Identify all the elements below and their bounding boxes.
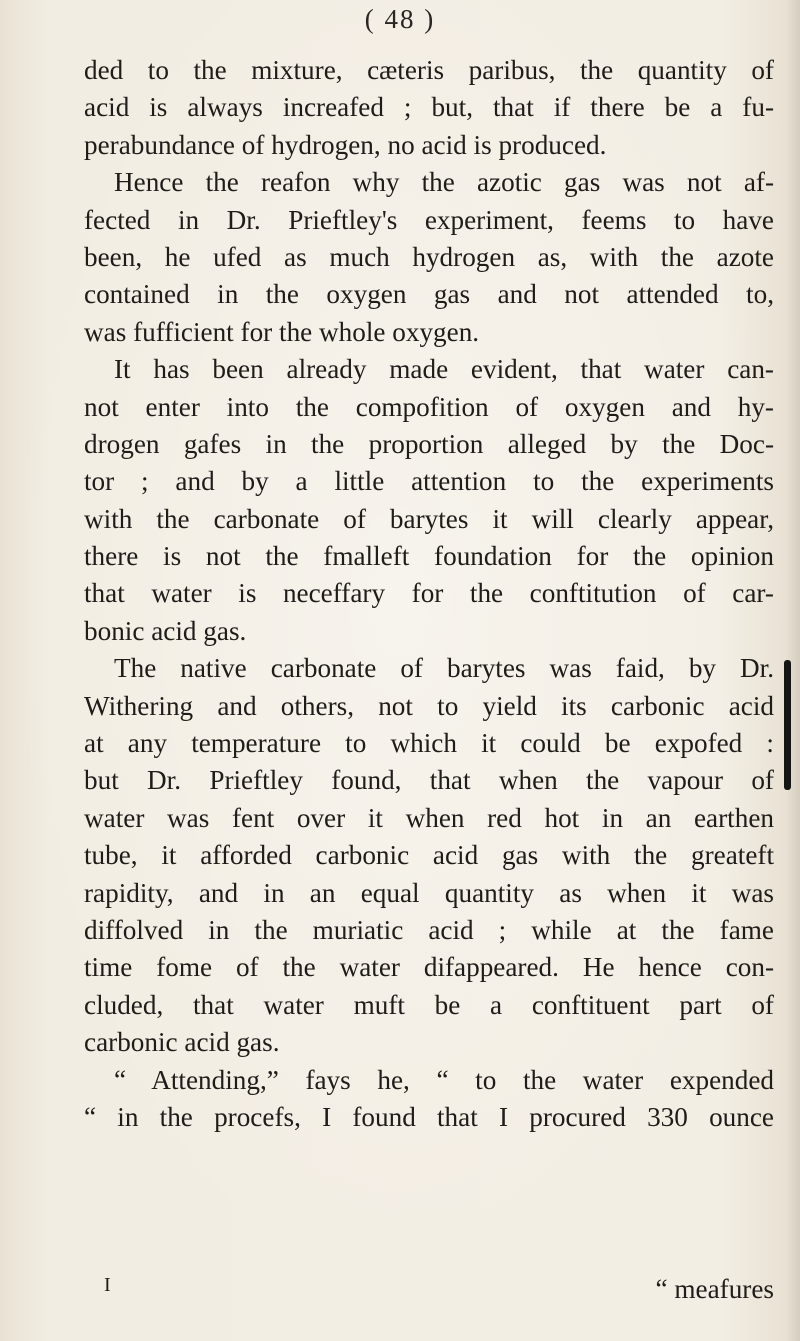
- body-text: [84, 52, 774, 1136]
- text-line: at any temperature to which it could be expofed :: [84, 728, 774, 759]
- text-line: Withering and others, not to yield its carbonic acid: [84, 690, 774, 721]
- text-line: time fome of the water difappeared. He hence con-: [84, 952, 774, 983]
- text-line: It has been already made evident, that water can-: [114, 354, 774, 385]
- text-line: bonic acid gas.: [84, 615, 247, 646]
- text-line: “ in the procefs, I found that I procured 330 ounce: [84, 1101, 774, 1132]
- text-line: been, he ufed as much hydrogen as, with the azote: [84, 241, 774, 272]
- text-line: contained in the oxygen gas and not attended to,: [84, 279, 774, 310]
- text-line: that water is neceffary for the conftitution of car-: [84, 578, 774, 609]
- text-line: carbonic acid gas.: [84, 1027, 280, 1058]
- text-line: water was fent over it when red hot in an earthen: [84, 802, 774, 833]
- text-line: with the carbonate of barytes it will clearly appear,: [84, 503, 774, 534]
- catchword: “ meafures: [655, 1274, 774, 1304]
- text-line: The native carbonate of barytes was faid, by Dr.: [114, 653, 774, 684]
- text-line: diffolved in the muriatic acid ; while at the fame: [84, 914, 774, 945]
- page-footer: [84, 1274, 774, 1314]
- text-line: not enter into the compofition of oxygen and hy-: [84, 391, 774, 422]
- text-line: tor ; and by a little attention to the experiments: [84, 466, 774, 497]
- ink-blot: [784, 660, 791, 790]
- text-line: Hence the reafon why the azotic gas was not af-: [114, 167, 774, 198]
- text-line: cluded, that water muft be a conftituent part of: [84, 989, 774, 1020]
- text-line: tube, it afforded carbonic acid gas with the greateft: [84, 840, 774, 871]
- text-line: fected in Dr. Prieftley's experiment, feems to have: [84, 204, 774, 235]
- text-line: drogen gafes in the proportion alleged by the Doc-: [84, 428, 774, 459]
- page-number-header: ( 48 ): [364, 4, 436, 34]
- text-line: rapidity, and in an equal quantity as when it was: [84, 877, 774, 908]
- text-line: was fufficient for the whole oxygen.: [84, 316, 480, 347]
- text-line: ded to the mixture, cæteris paribus, the quantity of: [84, 55, 774, 85]
- text-line: acid is always increafed ; but, that if there be a fu-: [84, 92, 774, 123]
- signature-mark: I: [104, 1274, 111, 1296]
- text-line: there is not the fmalleft foundation for the opinion: [84, 541, 774, 572]
- text-line: perabundance of hydrogen, no acid is produced.: [84, 129, 607, 160]
- text-line: “ Attending,” fays he, “ to the water expended: [114, 1064, 774, 1095]
- text-line: but Dr. Prieftley found, that when the vapour of: [84, 765, 774, 796]
